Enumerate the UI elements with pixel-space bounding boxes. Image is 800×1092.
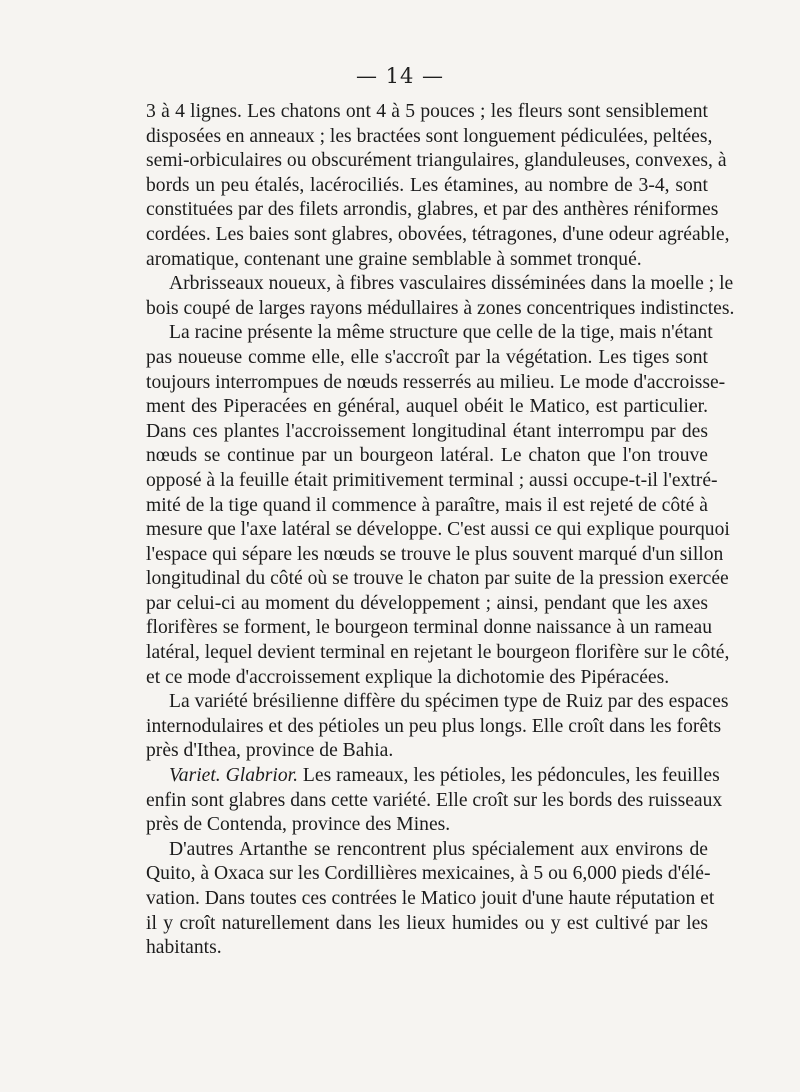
text-line: nœuds se continue par un bourgeon latéral. Le chaton que l'on trouve — [146, 445, 708, 467]
body-text — [146, 100, 735, 961]
text-line: près d'Ithea, province de Bahia. — [146, 740, 394, 762]
text-line: 3 à 4 lignes. Les chatons ont 4 à 5 pouces ; les fleurs sont sensiblement — [146, 101, 708, 122]
text-line: près de Contenda, province des Mines. — [146, 814, 451, 836]
text-line: et ce mode d'accroissement explique la dichotomie des Pipéracées. — [146, 666, 670, 688]
paragraph-2 — [146, 272, 735, 321]
text-line: longitudinal du côté où se trouve le chaton par suite de la pression exercée — [146, 568, 729, 590]
page-number: — 14 — — [355, 64, 445, 88]
paragraph-3 — [146, 321, 730, 690]
text-line — [146, 764, 720, 789]
text-line: D'autres Artanthe se rencontrent plus spécialement aux environs de — [169, 838, 708, 860]
text-line: enfin sont glabres dans cette variété. Elle croît sur les bords des ruisseaux — [146, 789, 723, 811]
text-line: habitants. — [146, 937, 222, 959]
text-run: Les rameaux, les pétioles, les pédoncules, les feuilles — [298, 765, 720, 787]
paragraph-4 — [146, 690, 729, 764]
text-line: bords un peu étalés, lacérociliés. Les étamines, au nombre de 3-4, sont — [146, 174, 708, 196]
text-line: opposé à la feuille était primitivement terminal ; aussi occupe-t-il l'extré- — [146, 469, 718, 491]
text-line: par celui-ci au moment du développement ; ainsi, pendant que les axes — [146, 592, 708, 614]
text-line: bois coupé de larges rayons médullaires à zones concentriques indistinctes. — [146, 297, 735, 319]
text-line: semi-orbiculaires ou obscurément triangulaires, glanduleuses, convexes, à — [146, 150, 727, 172]
text-line: La racine présente la même structure que celle de la tige, mais n'étant — [169, 322, 713, 344]
text-line: florifères se forment, le bourgeon terminal donne naissance à un rameau — [146, 617, 713, 639]
text-line: Dans ces plantes l'accroissement longitudinal étant interrompu par des — [146, 420, 708, 442]
text-line: toujours interrompues de nœuds resserrés au milieu. Le mode d'accroisse- — [146, 371, 726, 393]
text-line: pas noueuse comme elle, elle s'accroît par la végétation. Les tiges sont — [146, 346, 708, 368]
paragraph-6 — [146, 838, 715, 961]
text-line: Quito, à Oxaca sur les Cordillières mexicaines, à 5 ou 6,000 pieds d'élé- — [146, 863, 711, 885]
text-line: Arbrisseaux noueux, à fibres vasculaires disséminées dans la moelle ; le — [169, 273, 734, 295]
text-line: il y croît naturellement dans les lieux humides ou y est cultivé par les — [146, 912, 708, 934]
text-line: ment des Piperacées en général, auquel obéit le Matico, est particulier. — [146, 396, 708, 418]
text-line: constituées par des filets arrondis, glabres, et par des anthères réniformes — [146, 199, 719, 221]
text-line: aromatique, contenant une graine semblable à sommet tronqué. — [146, 248, 642, 270]
text-line: mité de la tige quand il commence à paraître, mais il est rejeté de côté à — [146, 494, 708, 516]
paragraph-1 — [146, 100, 730, 272]
paragraph-5 — [146, 764, 723, 838]
text-line: vation. Dans toutes ces contrées le Matico jouit d'une haute réputation et — [146, 888, 715, 909]
text-line: mesure que l'axe latéral se développe. C'est aussi ce qui explique pourquoi — [146, 519, 730, 541]
text-line: l'espace qui sépare les nœuds se trouve le plus souvent marqué d'un sillon — [146, 543, 724, 565]
italic-variety-name: Variet. Glabrior. — [169, 765, 299, 787]
text-line: internodulaires et des pétioles un peu plus longs. Elle croît dans les forêts — [146, 715, 722, 737]
text-line: latéral, lequel devient terminal en rejetant le bourgeon florifère sur le côté, — [146, 642, 730, 664]
text-line: disposées en anneaux ; les bractées sont longuement pédiculées, peltées, — [146, 125, 713, 147]
text-line: La variété brésilienne diffère du spécimen type de Ruiz par des espaces — [169, 691, 729, 713]
text-line: cordées. Les baies sont glabres, obovées, tétragones, d'une odeur agréable, — [146, 223, 730, 245]
